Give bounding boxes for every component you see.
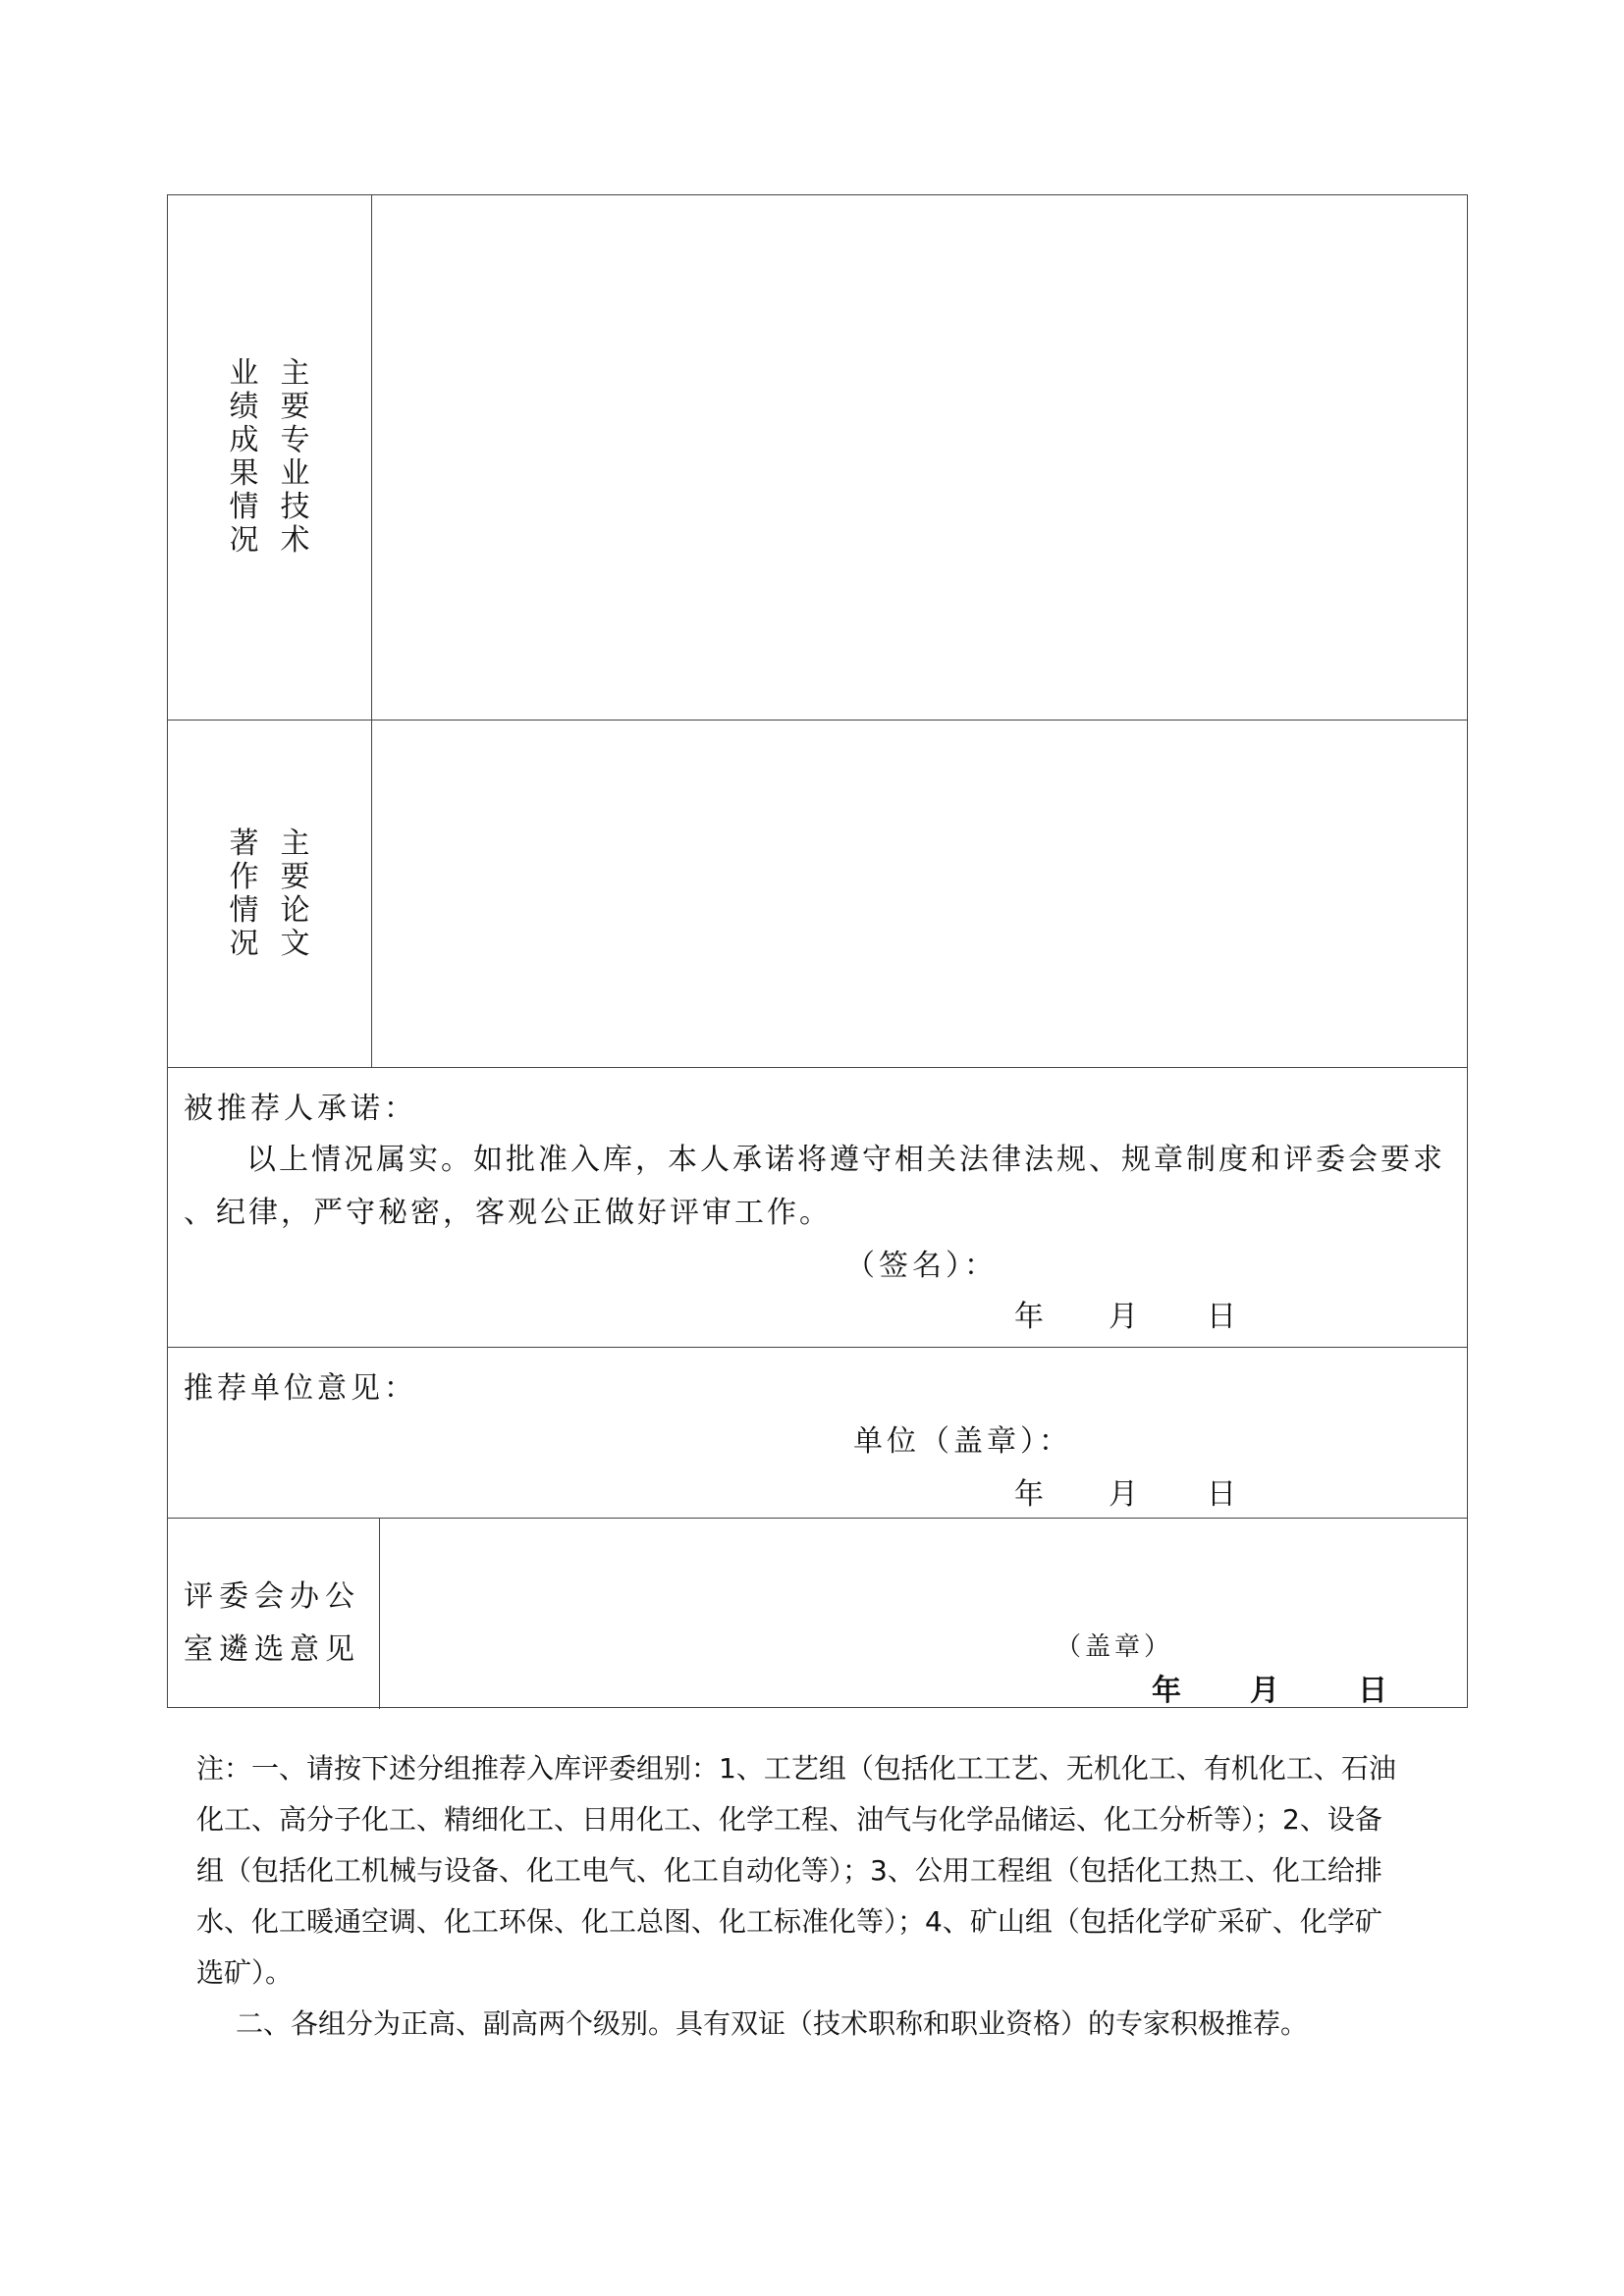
commitment-heading: 被推荐人承诺： xyxy=(184,1092,417,1126)
papers-row xyxy=(168,721,1467,1068)
unit-opinion-row xyxy=(168,1348,1467,1519)
achievements-row xyxy=(168,195,1467,721)
note-line: 化工、高分子化工、精细化工、日用化工、化学工程、油气与化学品储运、化工分析等）；2、设备 xyxy=(196,1803,1382,1836)
office-opinion-month: 月 xyxy=(1250,1674,1283,1708)
papers-label-col2: 著 作 情 况 xyxy=(229,826,259,961)
office-opinion-label-line2: 室遴选意见 xyxy=(184,1632,360,1667)
note-line: 选矿）。 xyxy=(196,1956,294,1989)
commitment-month: 月 xyxy=(1109,1300,1142,1334)
office-opinion-year: 年 xyxy=(1152,1674,1185,1708)
achievements-label-col1: 主 要 专 业 技 术 xyxy=(280,356,310,558)
commitment-row xyxy=(168,1068,1467,1348)
note-line: 注：一、请按下述分组推荐入库评委组别：1、工艺组（包括化工工艺、无机化工、有机化工、石油 xyxy=(196,1752,1396,1785)
office-opinion-day: 日 xyxy=(1358,1674,1391,1708)
papers-label-col1: 主 要 论 文 xyxy=(280,826,310,961)
achievements-label xyxy=(230,357,310,558)
form-table xyxy=(167,194,1468,1708)
note-line: 二、各组分为正高、副高两个级别。具有双证（技术职称和职业资格）的专家积极推荐。 xyxy=(236,2007,1309,2040)
unit-opinion-year: 年 xyxy=(1014,1477,1048,1512)
office-opinion-label-cell xyxy=(168,1519,380,1709)
achievements-content-field[interactable] xyxy=(372,195,1467,720)
note-line: 组（包括化工机械与设备、化工电气、化工自动化等）；3、公用工程组（包括化工热工、化工给排 xyxy=(196,1854,1382,1887)
office-opinion-label-line1: 评委会办公 xyxy=(184,1579,360,1614)
papers-label-cell xyxy=(168,721,372,1067)
signature-label: （签名）： xyxy=(845,1249,998,1283)
achievements-label-cell xyxy=(168,195,372,720)
note-line: 水、化工暖通空调、化工环保、化工总图、化工标准化等）；4、矿山组（包括化学矿采矿、化学矿 xyxy=(196,1905,1382,1938)
office-opinion-row xyxy=(168,1519,1467,1709)
achievements-label-col2: 业 绩 成 果 情 况 xyxy=(229,356,259,558)
unit-opinion-day: 日 xyxy=(1207,1477,1240,1512)
notes-section xyxy=(196,1743,1463,2050)
unit-opinion-month: 月 xyxy=(1109,1477,1142,1512)
office-seal-label: （盖章） xyxy=(1056,1632,1174,1662)
unit-opinion-heading: 推荐单位意见： xyxy=(184,1371,417,1406)
papers-content-field[interactable] xyxy=(372,721,1467,1067)
commitment-text-line2: 、纪律，严守秘密，客观公正做好评审工作。 xyxy=(184,1196,832,1230)
commitment-day: 日 xyxy=(1207,1300,1240,1334)
commitment-year: 年 xyxy=(1014,1300,1048,1334)
commitment-text-line1: 以上情况属实。如批准入库，本人承诺将遵守相关法律法规、规章制度和评委会要求 xyxy=(246,1143,1445,1177)
papers-label xyxy=(230,828,310,961)
unit-seal-label: 单位（盖章）： xyxy=(853,1424,1072,1459)
